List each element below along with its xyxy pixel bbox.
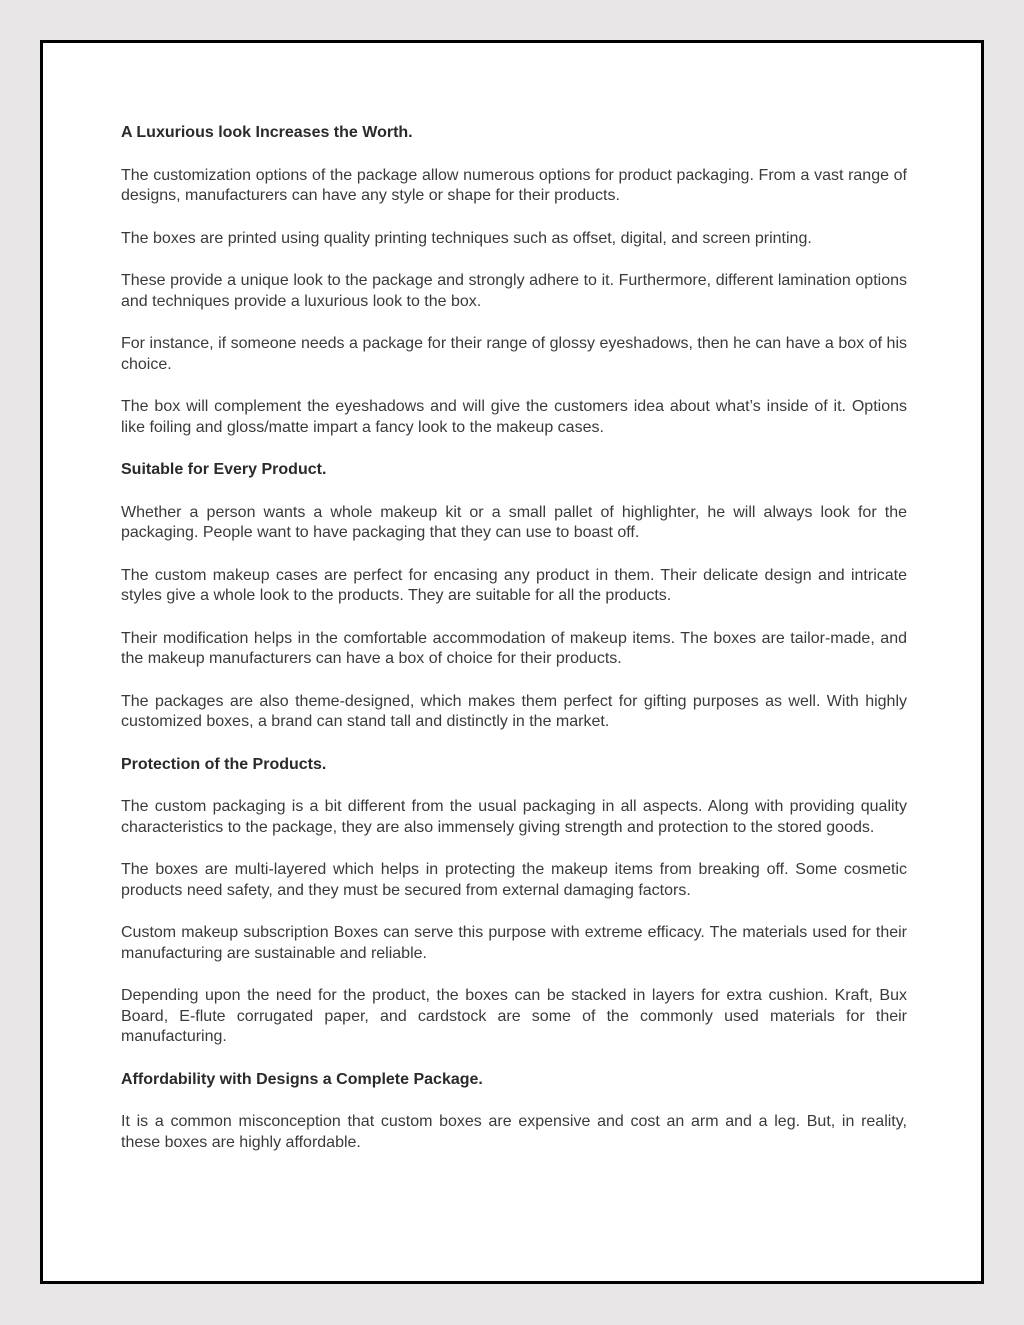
section-heading: Suitable for Every Product. [121, 461, 327, 478]
paragraph: The packages are also theme-designed, which makes them perfect for gifting purposes as well. With highly customized boxes, a brand can stand tall and distinctly in the market. [121, 692, 907, 730]
paragraph: For instance, if someone needs a package for their range of glossy eyeshadows, then he can have a box of his choice. [121, 335, 907, 373]
paragraph: The custom makeup cases are perfect for encasing any product in them. Their delicate design and intricate styles give a whole look to the products. They are suitable for all the products. [121, 566, 907, 604]
paragraph: Depending upon the need for the product, the boxes can be stacked in layers for extra cushion. Kraft, Bux Board, E-flute corrugated paper, and cardstock are some of the commonly used materials for their manufacturing. [121, 987, 907, 1045]
paragraph: The custom packaging is a bit different from the usual packaging in all aspects. Along with providing quality characteristics to the package, they are also immensely giving strength and protection to the stored goods. [121, 798, 907, 836]
page-frame [40, 40, 984, 1284]
paragraph: Their modification helps in the comfortable accommodation of makeup items. The boxes are tailor-made, and the makeup manufacturers can have a box of choice for their products. [121, 629, 907, 667]
paragraph: The customization options of the package allow numerous options for product packaging. From a vast range of designs, manufacturers can have any style or shape for their products. [121, 166, 907, 204]
section-heading: A Luxurious look Increases the Worth. [121, 124, 413, 141]
paragraph: These provide a unique look to the package and strongly adhere to it. Furthermore, different lamination options and techniques provide a luxurious look to the box. [121, 272, 907, 310]
section-heading: Protection of the Products. [121, 755, 327, 773]
document-body [121, 123, 907, 1175]
paragraph: Whether a person wants a whole makeup kit or a small pallet of highlighter, he will always look for the packaging. People want to have packaging that they can use to boast off. [121, 503, 907, 541]
paragraph: It is a common misconception that custom boxes are expensive and cost an arm and a leg. But, in reality, these boxes are highly affordable. [121, 1113, 907, 1151]
section-heading: Affordability with Designs a Complete Package. [121, 1070, 483, 1088]
paragraph: The box will complement the eyeshadows and will give the customers idea about what’s inside of it. Options like foiling and gloss/matte impart a fancy look to the makeup cases. [121, 398, 907, 436]
paragraph: The boxes are printed using quality printing techniques such as offset, digital, and screen printing. [121, 229, 812, 247]
paragraph: The boxes are multi-layered which helps in protecting the makeup items from breaking off. Some cosmetic products need safety, and they must be secured from external damaging factors. [121, 861, 907, 899]
paragraph: Custom makeup subscription Boxes can serve this purpose with extreme efficacy. The materials used for their manufacturing are sustainable and reliable. [121, 924, 907, 962]
